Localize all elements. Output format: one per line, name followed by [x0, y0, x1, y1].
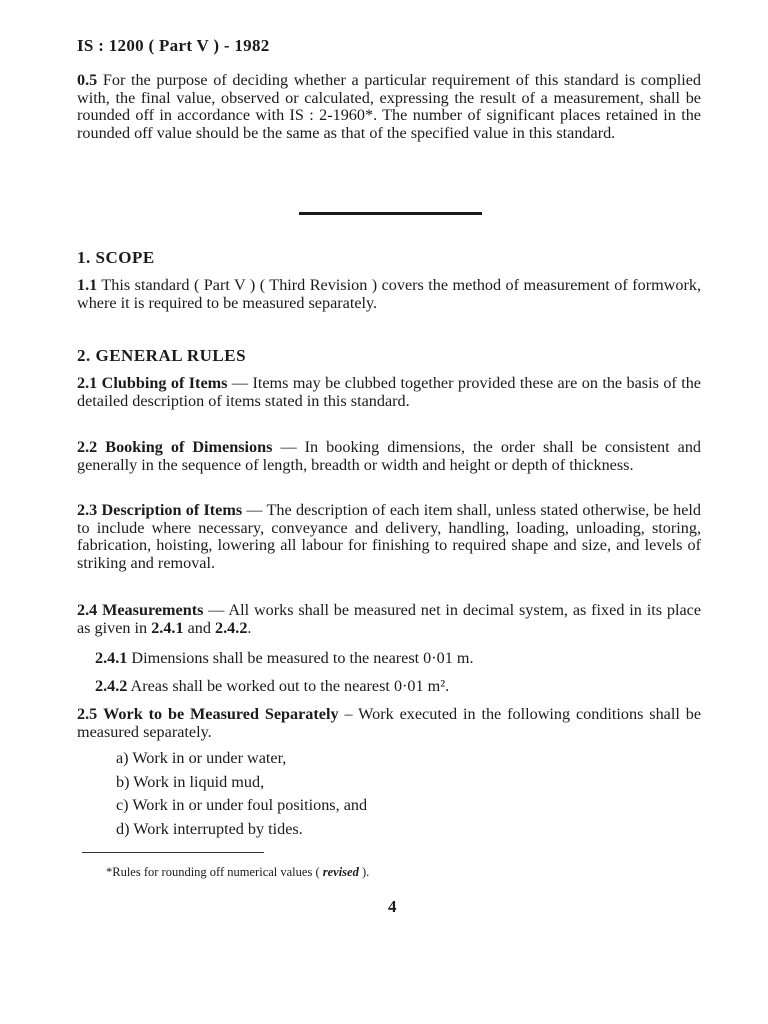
clause-title: Booking of Dimensions: [105, 438, 273, 456]
clause-2-4-2: [95, 677, 449, 695]
scope-heading: 1. SCOPE: [77, 248, 155, 267]
footnote-italic: revised: [322, 865, 359, 879]
footnote-rule: [82, 852, 264, 853]
clause-reference: 2.4.1: [151, 618, 184, 637]
clause-number: 2.4: [77, 601, 98, 619]
clause-2-3: [77, 502, 701, 572]
general-rules-heading: 2. GENERAL RULES: [77, 346, 247, 365]
clause-text-end: .: [247, 618, 252, 637]
clause-number: 2.2: [77, 438, 98, 456]
clause-2-5: [77, 706, 701, 741]
clause-title: Description of Items: [101, 501, 243, 519]
clause-text: – Work executed in the following conditions shall be measured separately.: [77, 705, 702, 741]
list-item: b) Work in liquid mud,: [116, 772, 265, 791]
list-item: c) Work in or under foul positions, and: [116, 796, 368, 814]
clause-number: 2.5: [77, 705, 98, 723]
section-divider: [299, 212, 482, 215]
clause-title: Clubbing of Items: [101, 374, 228, 392]
clause-text: — Items may be clubbed together provided these are on the basis of the detailed description of items stated in this standard.: [77, 374, 701, 410]
clause-2-4: [77, 602, 701, 637]
clause-title: Measurements: [102, 601, 204, 619]
clause-2-2: [77, 439, 701, 474]
clause-text-connector: and: [187, 618, 211, 637]
clause-2-1: [77, 375, 701, 410]
clause-1-1: [77, 277, 701, 312]
clause-text: This standard ( Part V ) ( Third Revision ) covers the method of measurement of formwork, where it is required to be measured separately.: [77, 276, 701, 312]
clause-text: Areas shall be worked out to the nearest 0·01 m².: [130, 677, 450, 695]
clause-number: 2.4.1: [95, 649, 128, 667]
clause-text: — The description of each item shall, unless stated otherwise, be held to include where necessary, conveyance and delivery, handling, loading, unloading, storing, fabrication, hoisting, lowering all labour for finishing to required shape and size, and levels of striking and removal.: [77, 501, 701, 572]
clause-2-4-1: [95, 649, 474, 667]
list-item: a) Work in or under water,: [116, 749, 287, 767]
footnote-text: *Rules for rounding off numerical values (: [106, 865, 320, 879]
clause-number: 2.4.2: [95, 677, 128, 695]
list-item: d) Work interrupted by tides.: [116, 819, 303, 838]
clause-number: 0.5: [77, 71, 98, 89]
clause-number: 2.3: [77, 501, 98, 519]
clause-reference: 2.4.2: [215, 618, 248, 637]
page-number: 4: [388, 897, 397, 916]
clause-text: — All works shall be measured net in decimal system, as fixed in its place as given in: [77, 601, 702, 637]
foreword-paragraph: [77, 72, 701, 142]
clause-text: Dimensions shall be measured to the nearest 0·01 m.: [131, 649, 474, 667]
clause-title: Work to be Measured Separately: [103, 705, 339, 723]
clause-text: For the purpose of deciding whether a particular requirement of this standard is complied with, the final value, observed or calculated, expressing the result of a measurement, shall be rounded off in accordance with IS : 2-1960*. The number of significant places retained in the rounded off value should be the same as that of the specified value in this standard.: [77, 71, 701, 142]
footnote-end: ).: [361, 865, 370, 879]
conditions-list: [116, 747, 367, 841]
clause-number: 2.1: [77, 374, 98, 392]
clause-text: — In booking dimensions, the order shall be consistent and generally in the sequence of length, breadth or width and height or depth of thickness.: [77, 438, 702, 474]
footnote: [106, 865, 369, 880]
clause-number: 1.1: [77, 276, 98, 294]
document-header: IS : 1200 ( Part V ) - 1982: [77, 36, 270, 55]
